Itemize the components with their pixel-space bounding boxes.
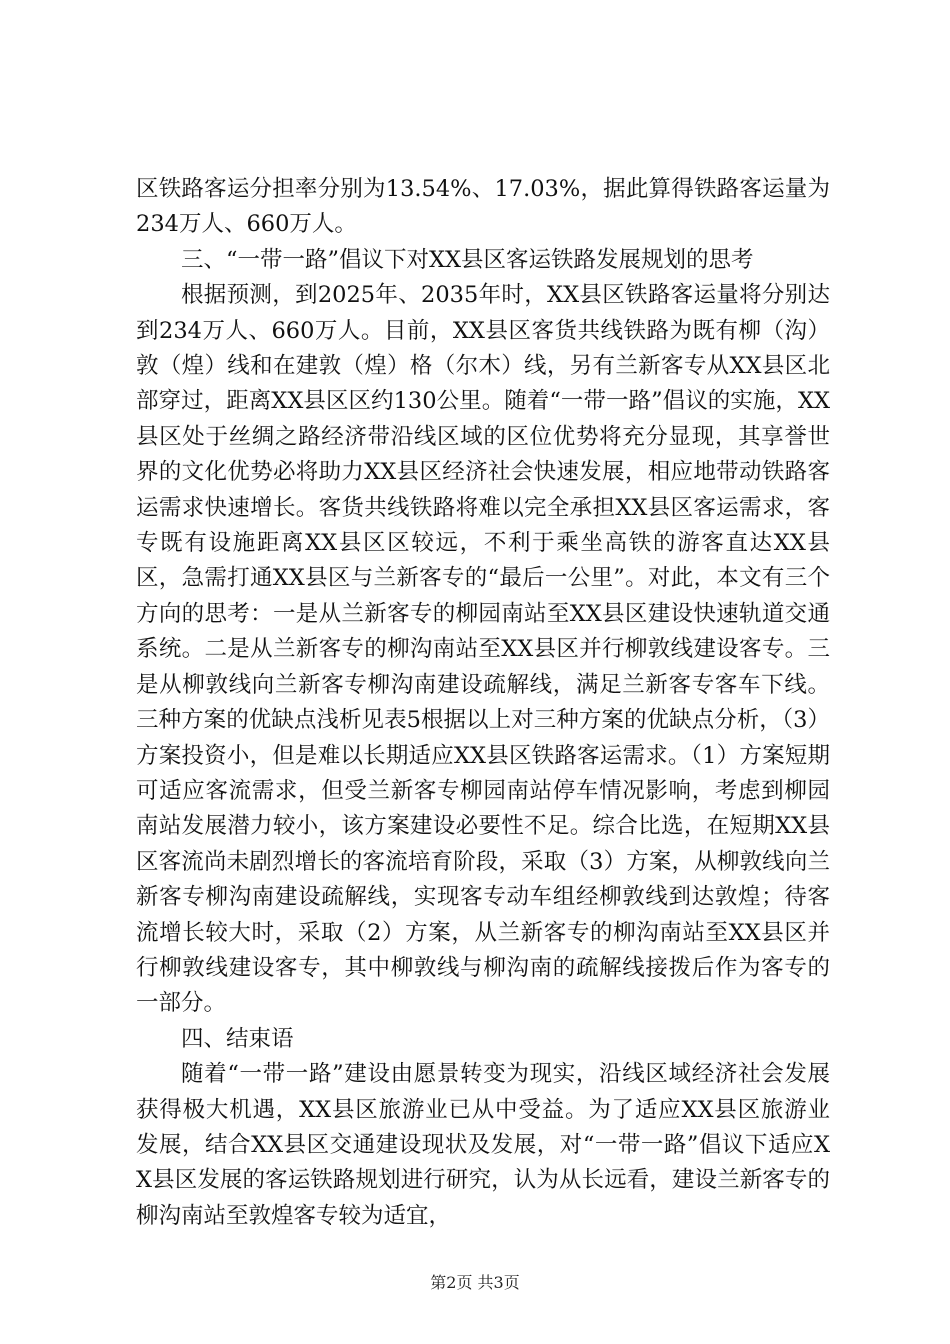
section-heading-three: 三、“一带一路”倡议下对XX县区客运铁路发展规划的思考: [181, 246, 754, 273]
document-body: [136, 172, 830, 1234]
section-heading-four: 四、结束语: [181, 1025, 294, 1052]
page-number: 第2页 共3页: [430, 1273, 520, 1292]
paragraph-continuation: 区铁路客运分担率分别为13.54%、17.03%，据此算得铁路客运量为234万人、660万人。: [136, 176, 830, 238]
page-footer: [0, 1270, 950, 1293]
paragraph-analysis: 根据预测，到2025年、2035年时，XX县区铁路客运量将分别达到234万人、660万人。目前，XX县区客货共线铁路为既有柳（沟）敦（煌）线和在建敦（煌）格（尔木）线，另有兰新客专从XX县区北部穿过，距离XX县区区约130公里。随着“一带一路”倡议的实施，XX县区处于丝绸之路经济带沿线区域的区位优势将充分显现，其享誉世界的文化优势必将助力XX县区经济社会快速发展，相应地带动铁路客运需求快速增长。客货共线铁路将难以完全承担XX县区客运需求，客专既有设施距离XX县区区较远，不利于乘坐高铁的游客直达XX县区，急需打通XX县区与兰新客专的“最后一公里”。对此，本文有三个方向的思考：一是从兰新客专的柳园南站至XX县区建设快速轨道交通系统。二是从兰新客专的柳沟南站至XX县区并行柳敦线建设客专。三是从柳敦线向兰新客专柳沟南建设疏解线，满足兰新客专客车下线。三种方案的优缺点浅析见表5根据以上对三种方案的优缺点分析，（3）方案投资小，但是难以长期适应XX县区铁路客运需求。（1）方案短期可适应客流需求，但受兰新客专柳园南站停车情况影响，考虑到柳园南站发展潜力较小，该方案建设必要性不足。综合比选，在短期XX县区客流尚未剧烈增长的客流培育阶段，采取（3）方案，从柳敦线向兰新客专柳沟南建设疏解线，实现客专动车组经柳敦线到达敦煌；待客流增长较大时，采取（2）方案，从兰新客专的柳沟南站至XX县区并行柳敦线建设客专，其中柳敦线与柳沟南的疏解线接拨后作为客专的一部分。: [136, 282, 830, 1017]
paragraph-conclusion: 随着“一带一路”建设由愿景转变为现实，沿线区域经济社会发展获得极大机遇，XX县区旅游业已从中受益。为了适应XX县区旅游业发展，结合XX县区交通建设现状及发展，对“一带一路”倡议下适应XX县区发展的客运铁路规划进行研究，认为从长远看，建设兰新客专的柳沟南站至敦煌客专较为适宜，: [136, 1061, 830, 1229]
